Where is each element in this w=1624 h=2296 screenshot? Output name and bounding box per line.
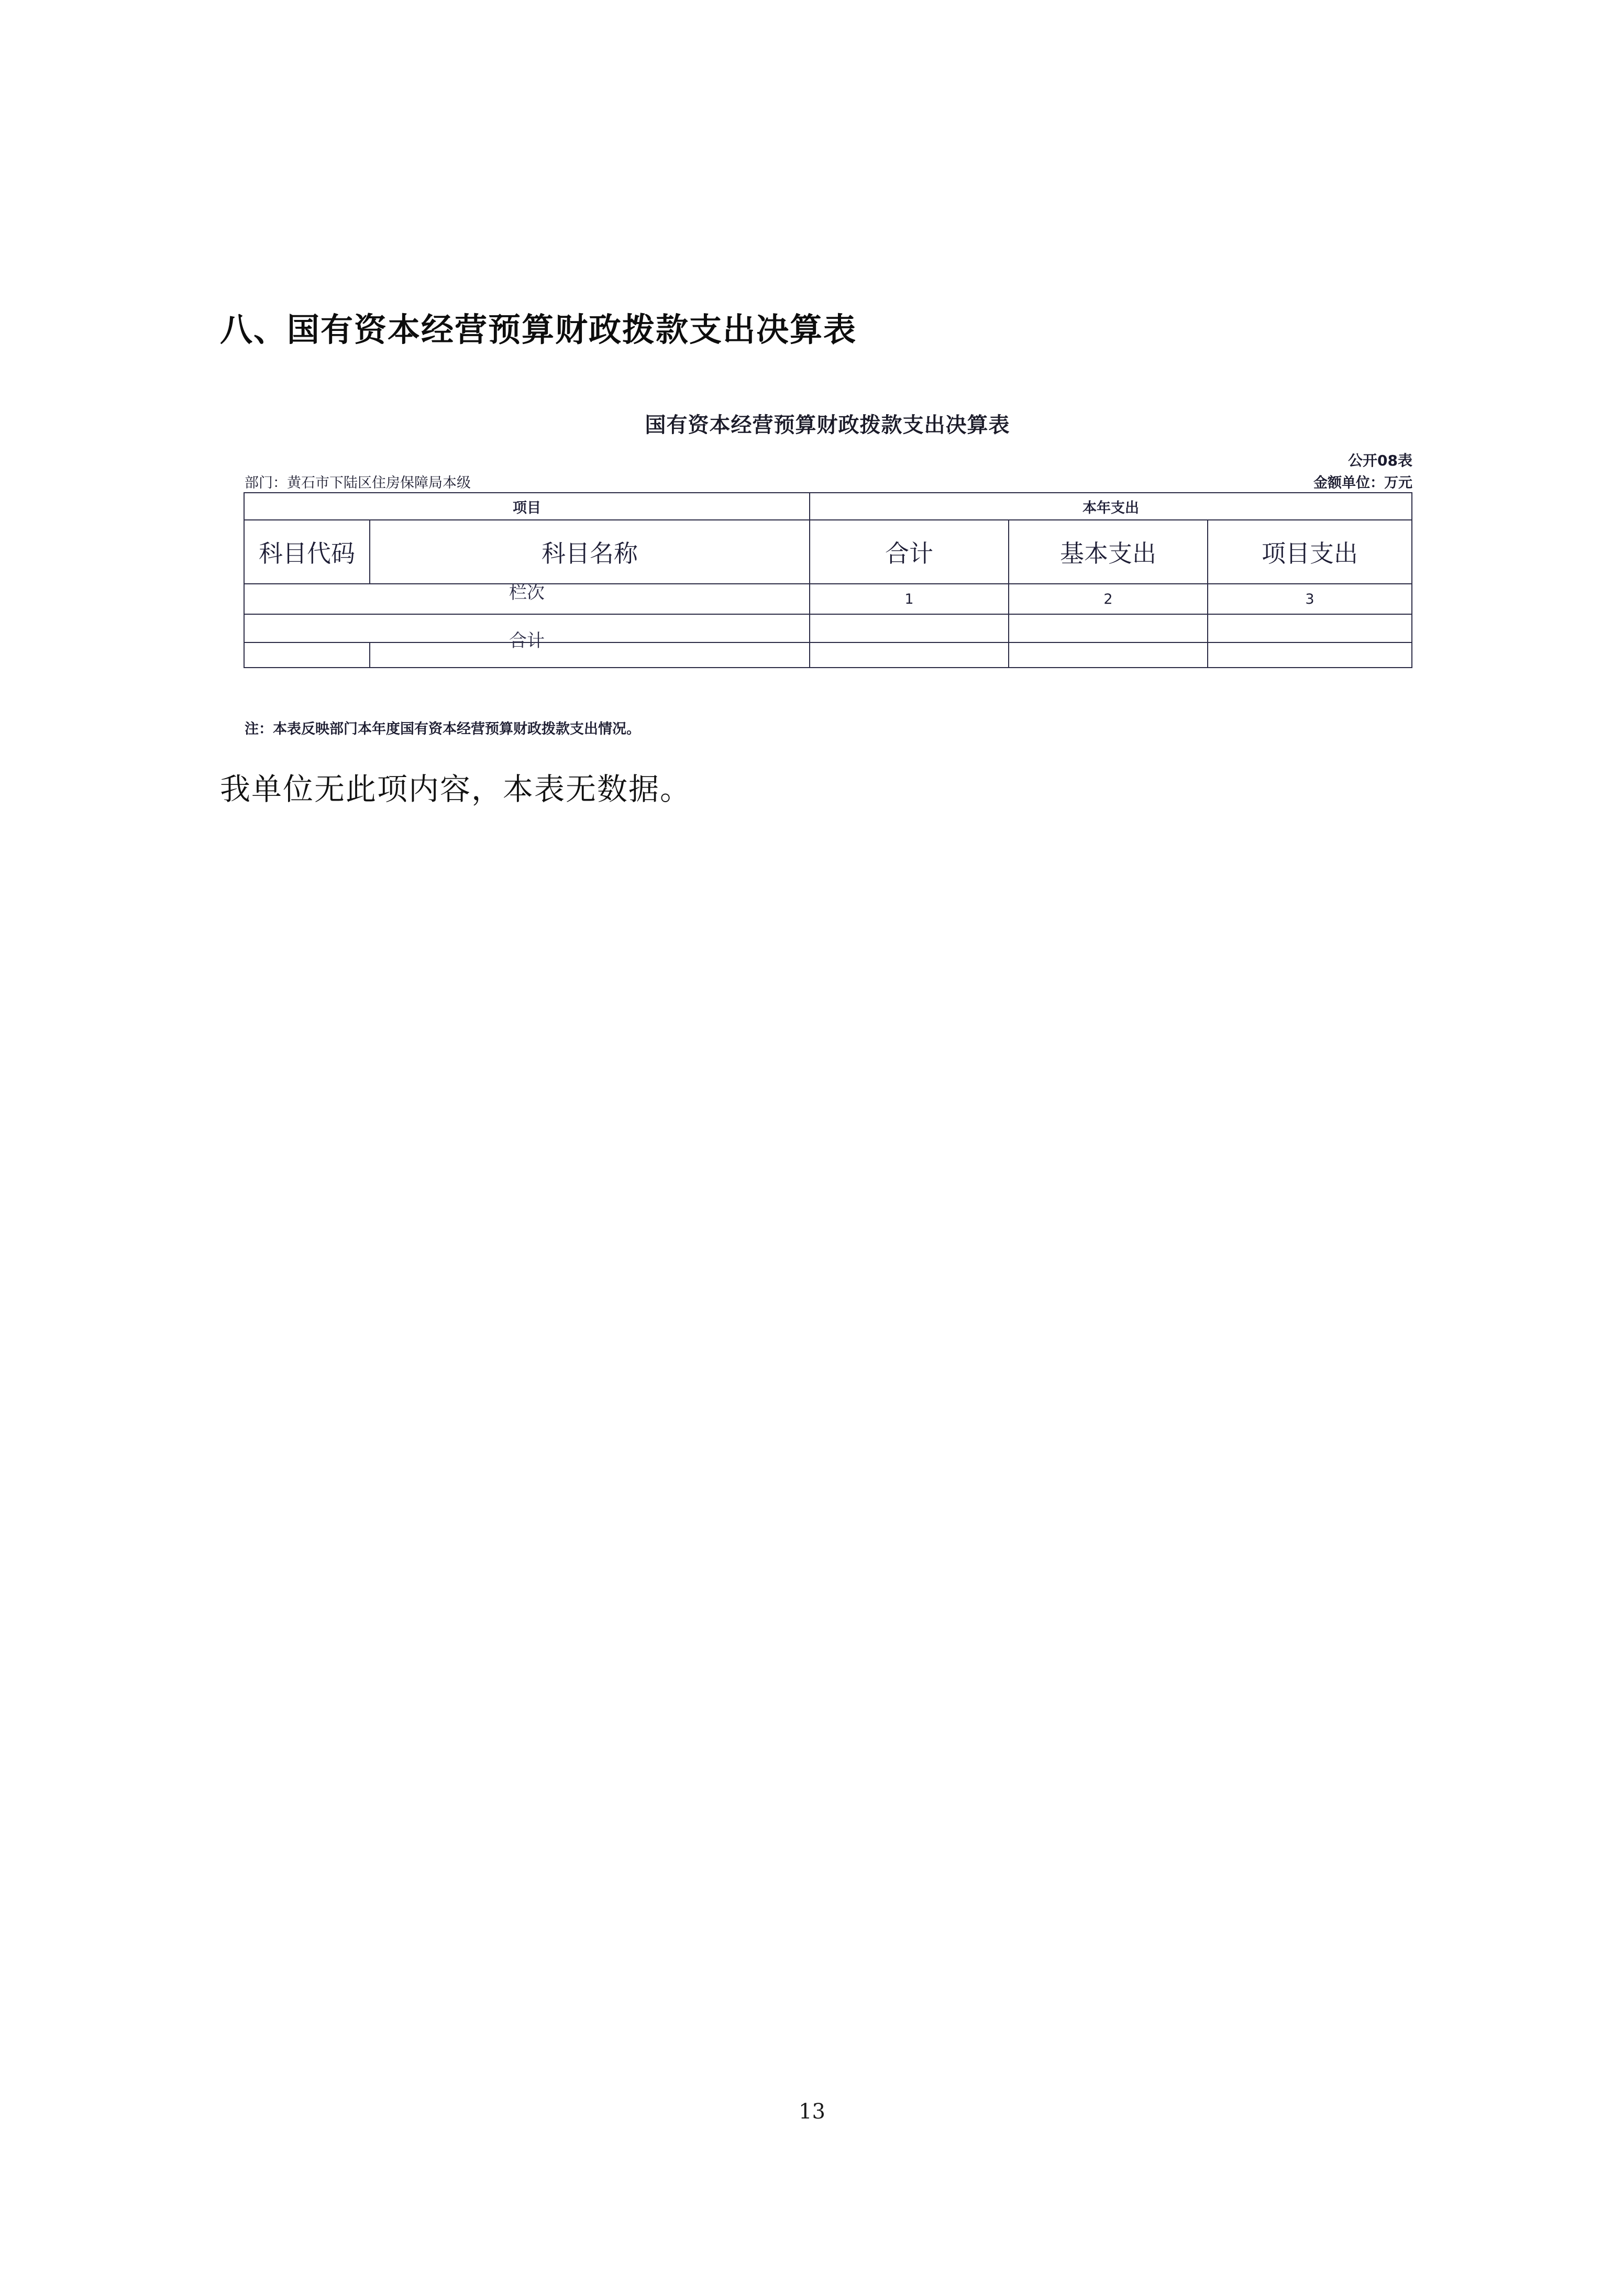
column-header-basic: 基本支出 (1009, 520, 1208, 584)
page-number: 13 (799, 2100, 825, 2124)
column-header-name: 科目名称 (370, 520, 810, 584)
column-header-total: 合计 (810, 520, 1009, 584)
scan-table-title: 国有资本经营预算财政拨款支出决算表 (645, 413, 1010, 437)
table-total-row (244, 614, 1412, 642)
row-index-label: 栏次 (509, 582, 545, 603)
total-row-total (810, 614, 1009, 642)
data-cell-basic (1009, 642, 1208, 668)
column-index-2: 2 (1009, 584, 1208, 614)
scan-table-note: 注：本表反映部门本年度国有资本经营预算财政拨款支出情况。 (245, 721, 640, 737)
table-group-header-row (244, 493, 1412, 520)
group-header-item: 项目 (244, 493, 810, 520)
data-cell-code (244, 642, 370, 668)
column-index-1: 1 (810, 584, 1009, 614)
column-header-code: 科目代码 (244, 520, 370, 584)
budget-expenditure-table (244, 492, 1412, 668)
total-row-label-cell (244, 614, 810, 651)
data-cell-name (370, 642, 810, 668)
scan-public-form-number: 公开08表 (1348, 452, 1412, 469)
data-cell-project (1208, 642, 1412, 668)
body-paragraph: 我单位无此项内容，本表无数据。 (220, 771, 692, 807)
total-row-label: 合计 (509, 630, 545, 651)
table-column-index-row (244, 584, 1412, 614)
scan-department-label: 部门：黄石市下陆区住房保障局本级 (245, 475, 471, 491)
group-header-year-expenditure: 本年支出 (810, 493, 1412, 520)
scan-amount-unit: 金额单位：万元 (1313, 475, 1412, 491)
row-index-label-cell (244, 584, 810, 614)
data-cell-total (810, 642, 1009, 668)
column-header-project: 项目支出 (1208, 520, 1412, 584)
column-index-3: 3 (1208, 584, 1412, 614)
total-row-basic (1009, 614, 1208, 642)
table-row (244, 642, 1412, 668)
total-row-project (1208, 614, 1412, 642)
table-column-header-row (244, 520, 1412, 584)
scanned-table-block (238, 408, 1417, 738)
page-title: 八、国有资本经营预算财政拨款支出决算表 (220, 310, 857, 349)
